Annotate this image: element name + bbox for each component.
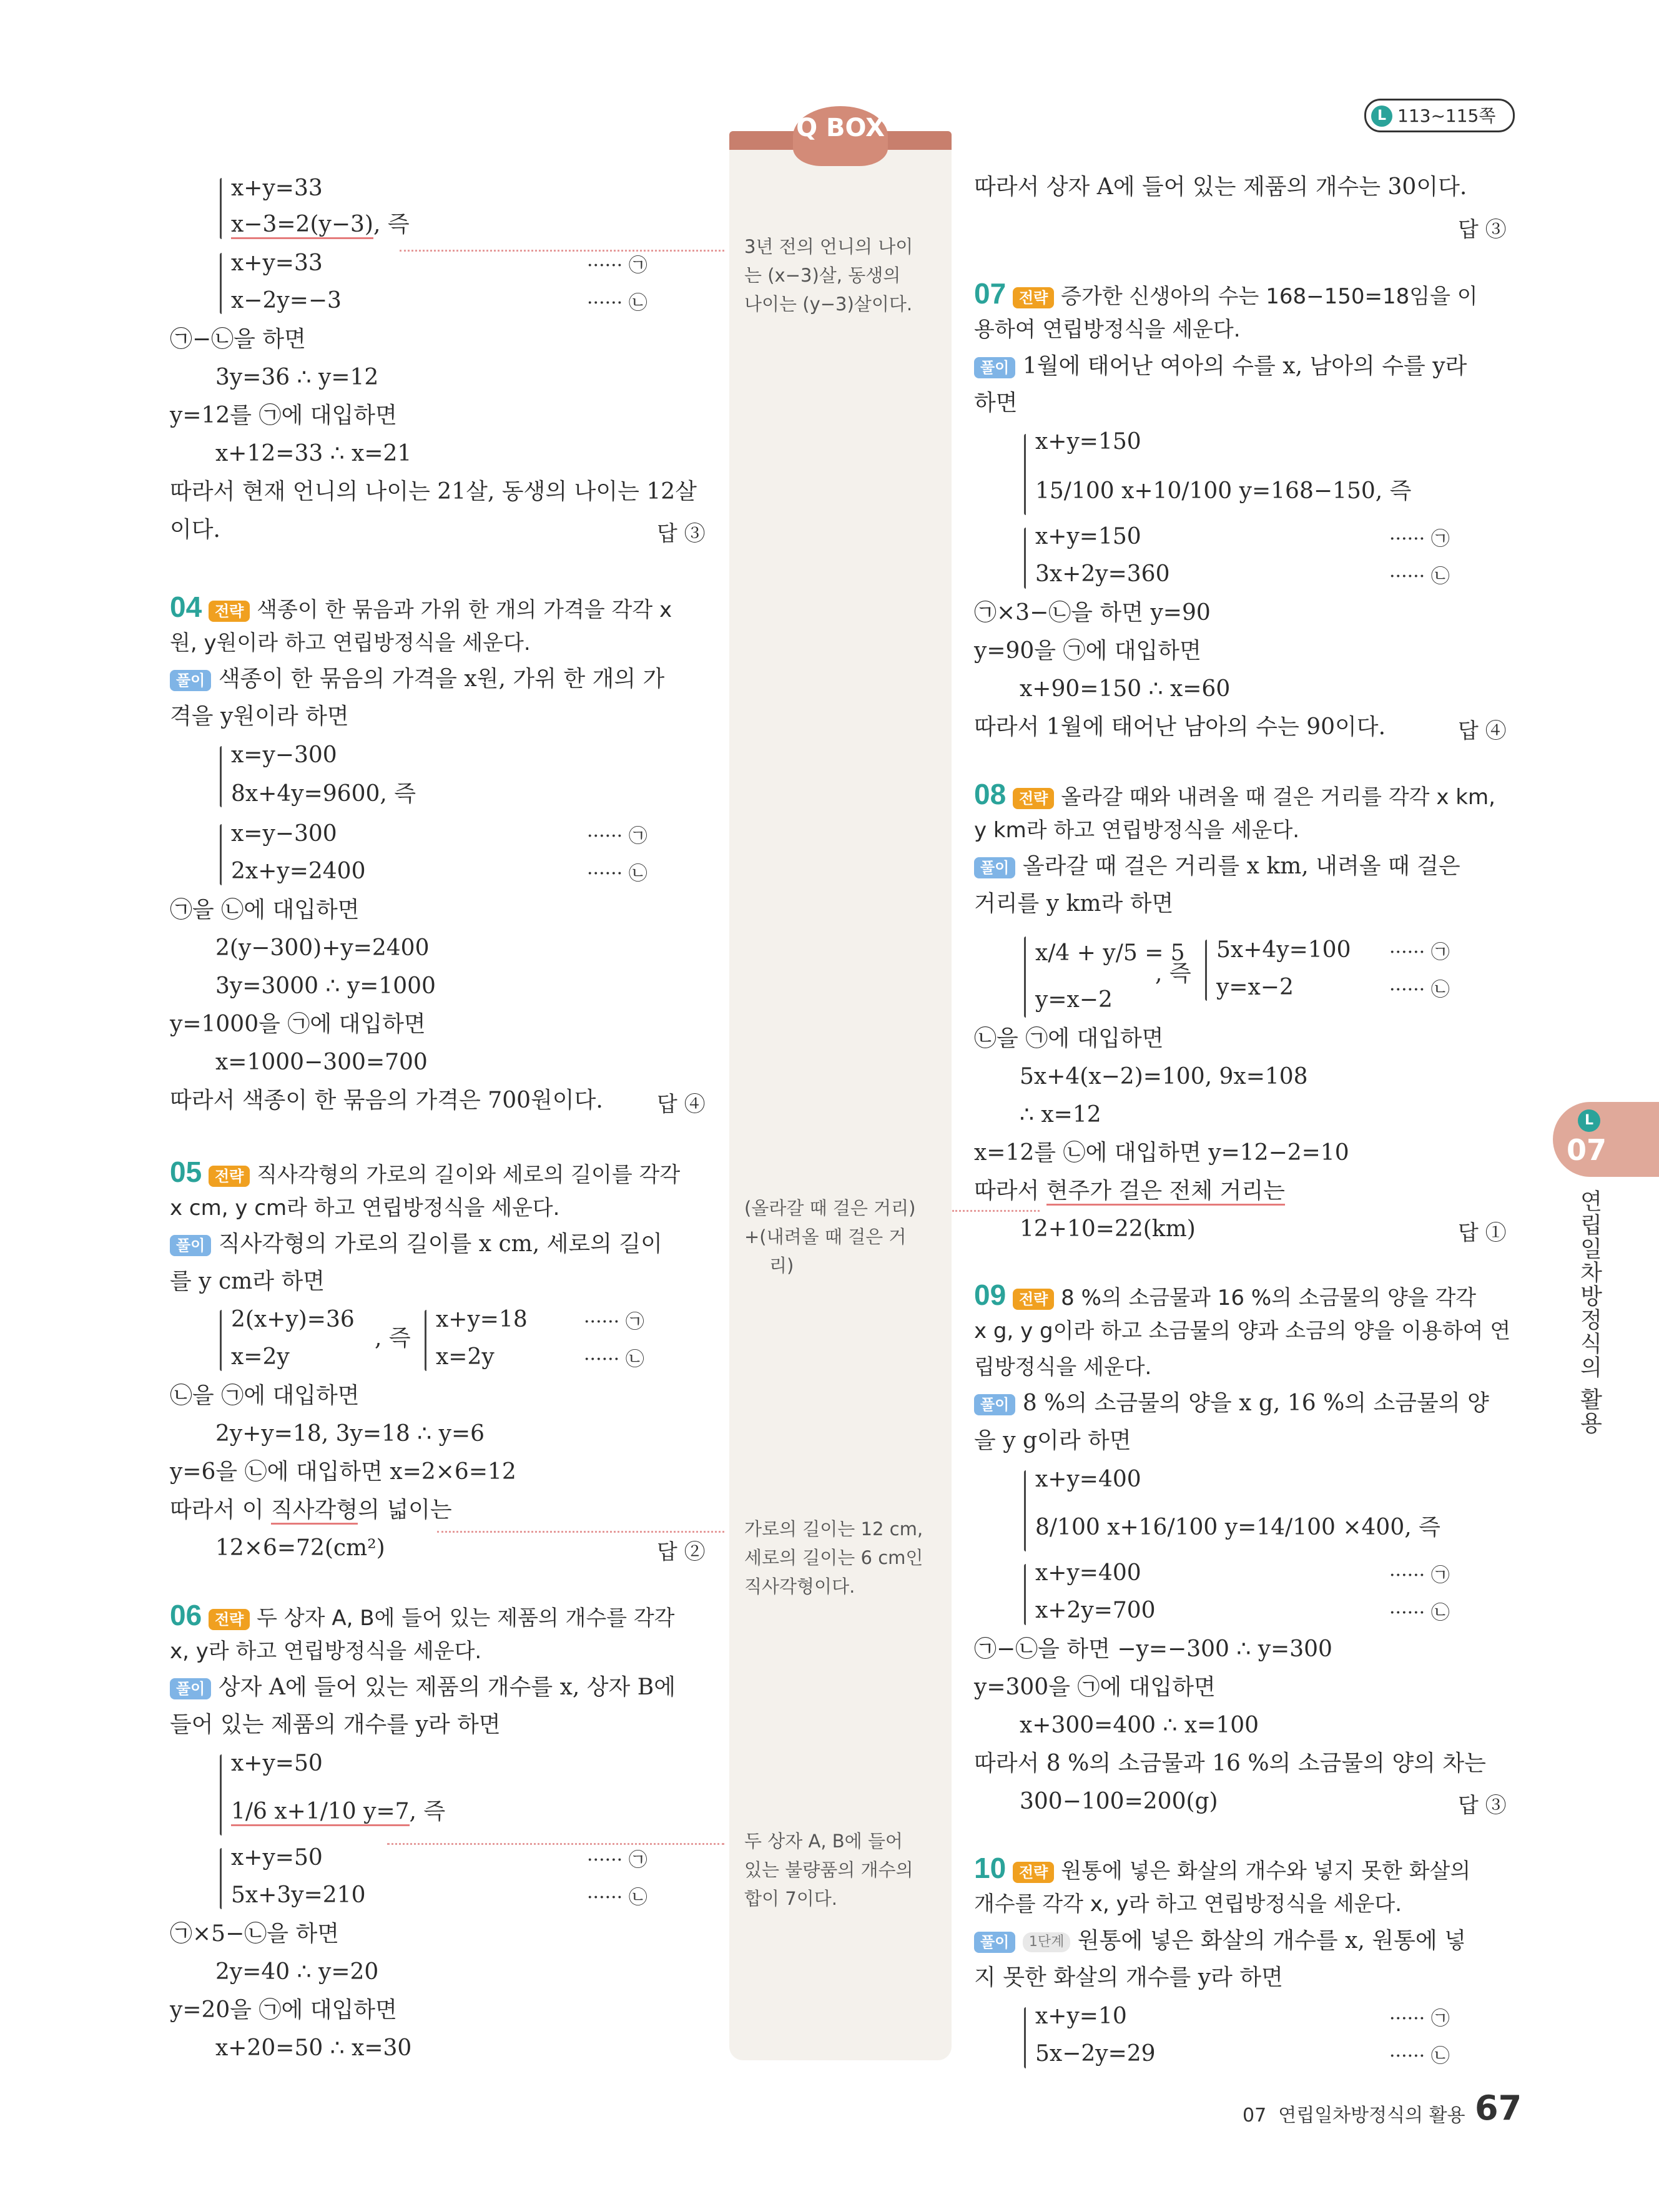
p06-eq3-tag: ······ ㉠	[587, 1849, 647, 1871]
p04-sol1: 색종이 한 묶음의 가격을 x원, 가위 한 개의 가	[218, 666, 665, 692]
p05-eq2: x=2y	[231, 1344, 290, 1370]
p09-eq4: x+2y=700	[1035, 1598, 1156, 1623]
p10-eq1: x+y=10	[1035, 2003, 1127, 2029]
p07-eq4-tag: ······ ㉡	[1389, 566, 1450, 587]
p06-text1: ㉠×5−㉡을 하면	[170, 1921, 340, 1947]
qbox-note1-line2: 는 (x−3)살, 동생의	[744, 265, 901, 286]
p08-strategy-badge: 전략	[1013, 788, 1054, 809]
p06-number: 06	[170, 1599, 202, 1631]
p09-sol2: 을 y g이라 하면	[974, 1428, 1131, 1453]
p03-text2: 3y=36 ∴ y=12	[215, 365, 379, 390]
p06-answer: 답 ③	[1458, 217, 1507, 242]
p08-answer: 답 ①	[1458, 1221, 1507, 1246]
p09-text5: 300−100=200(g)	[1020, 1789, 1218, 1814]
p04-text4: y=1000을 ㉠에 대입하면	[170, 1011, 426, 1037]
qbox-header	[729, 106, 952, 150]
p08-sol1: 올라갈 때 걸은 거리를 x km, 내려올 때 걸은	[1022, 853, 1460, 879]
p09-text4: 따라서 8 %의 소금물과 16 %의 소금물의 양의 차는	[974, 1751, 1486, 1776]
p06-solution-badge: 풀이	[170, 1678, 211, 1699]
p08-mid: , 즉	[1155, 961, 1191, 986]
p04-text2: 2(y−300)+y=2400	[215, 935, 430, 961]
page-ref-text: 113~115쪽	[1397, 106, 1496, 126]
p03-text6: 이다.	[170, 517, 220, 543]
p10-solution-badge: 풀이	[974, 1932, 1015, 1953]
p07-answer: 답 ④	[1458, 719, 1507, 744]
p07-eq4: 3x+2y=360	[1035, 561, 1170, 587]
qbox-note3-line3: 직사각형이다.	[744, 1576, 855, 1597]
qbox-note3-line1: 가로의 길이는 12 cm,	[744, 1518, 923, 1540]
p05-strategy-badge: 전략	[209, 1166, 250, 1187]
p08-eq3-tag: ······ ㉠	[1389, 941, 1450, 963]
p03-text3: y=12를 ㉠에 대입하면	[170, 403, 397, 428]
p10-eq1-tag: ······ ㉠	[1389, 2008, 1450, 2030]
p09-head3: 립방정식을 세운다.	[974, 1355, 1152, 1380]
p06-conclusion: 따라서 상자 A에 들어 있는 제품의 개수는 30이다.	[974, 174, 1467, 200]
p04-strategy-badge: 전략	[209, 601, 250, 622]
p04-eq3-tag: ······ ㉠	[587, 825, 647, 847]
p07-text1: ㉠×3−㉡을 하면 y=90	[974, 600, 1211, 626]
qbox-note1-line3: 나이는 (y−3)살이다.	[744, 293, 913, 315]
qbox-note1-line1: 3년 전의 언니의 나이	[744, 236, 913, 257]
p05-eq3: x+y=18	[436, 1307, 528, 1332]
p08-text6: 12+10=22(km)	[1020, 1216, 1196, 1242]
p10-head2: 개수를 각각 x, y라 하고 연립방정식을 세운다.	[974, 1892, 1402, 1917]
p09-sol1: 8 %의 소금물의 양을 x g, 16 %의 소금물의 양	[1022, 1390, 1489, 1416]
p09-eq1: x+y=400	[1035, 1467, 1141, 1492]
p04-eq1: x=y−300	[231, 742, 337, 768]
page-ref-icon: L	[1371, 106, 1392, 127]
p05-sol2: 를 y cm라 하면	[170, 1269, 325, 1294]
p08-eq4-tag: ······ ㉡	[1389, 979, 1450, 1001]
chapter-tab-icon: L	[1578, 1109, 1600, 1132]
p04-number: 04	[170, 591, 202, 623]
p07-head1: 증가한 신생아의 수는 168−150=18임을 이	[1061, 284, 1478, 309]
p04-eq4: 2x+y=2400	[231, 858, 366, 884]
qbox-column	[729, 134, 952, 2060]
p05-sol1: 직사각형의 가로의 길이를 x cm, 세로의 길이	[218, 1231, 662, 1257]
p04-solution-badge: 풀이	[170, 670, 211, 691]
p09-answer: 답 ③	[1458, 1793, 1507, 1818]
p07-eq1: x+y=150	[1035, 429, 1141, 455]
p06-text4: x+20=50 ∴ x=30	[215, 2035, 412, 2061]
p05-text4a: 따라서 이	[170, 1497, 271, 1523]
p09-strategy-badge: 전략	[1013, 1289, 1054, 1310]
p09-text3: x+300=400 ∴ x=100	[1020, 1713, 1259, 1738]
p03-eq3-tag: ······ ㉠	[587, 255, 647, 277]
p07-strategy-badge: 전략	[1013, 287, 1054, 308]
p10-sol1: 원통에 넣은 화살의 개수를 x, 원통에 넣	[1077, 1928, 1466, 1954]
p05-text2: 2y+y=18, 3y=18 ∴ y=6	[215, 1421, 485, 1447]
p08-text5a: 따라서	[974, 1178, 1046, 1204]
p07-eq3: x+y=150	[1035, 524, 1141, 549]
qbox-note2-line1: (올라갈 때 걸은 거리)	[744, 1197, 916, 1219]
qbox-note2-line3: 리)	[769, 1255, 794, 1276]
p06-text3: y=20을 ㉠에 대입하면	[170, 1997, 397, 2023]
p06-head1: 두 상자 A, B에 들어 있는 제품의 개수를 각각	[257, 1606, 675, 1631]
p06-eq2-suffix: , 즉	[409, 1799, 446, 1824]
p07-head2: 용하여 연립방정식을 세운다.	[974, 317, 1241, 342]
p03-text4: x+12=33 ∴ x=21	[215, 441, 412, 466]
p06-strategy-badge: 전략	[209, 1609, 250, 1630]
p05-answer: 답 ②	[657, 1540, 706, 1565]
qbox-label: Q BOX	[796, 114, 885, 142]
p08-text1: ㉡을 ㉠에 대입하면	[974, 1026, 1164, 1051]
p09-eq2: 8/100 x+16/100 y=14/100 ×400	[1035, 1515, 1405, 1540]
p10-eq2-tag: ······ ㉡	[1389, 2045, 1450, 2067]
p08-text4: x=12를 ㉡에 대입하면 y=12−2=10	[974, 1140, 1349, 1166]
p08-text5b: 현주가 걸은 전체 거리는	[1046, 1178, 1285, 1206]
p06-eq4-tag: ······ ㉡	[587, 1887, 647, 1909]
p08-eq3: 5x+4y=100	[1216, 937, 1351, 963]
p07-sol2: 하면	[974, 390, 1018, 416]
p06-sol1: 상자 A에 들어 있는 제품의 개수를 x, 상자 B에	[218, 1674, 676, 1700]
footer-chapter: 07 연립일차방정식의 활용	[1243, 2105, 1465, 2126]
p08-head1: 올라갈 때와 내려올 때 걸은 거리를 각각 x km,	[1061, 785, 1495, 810]
p03-text1: ㉠−㉡을 하면	[170, 327, 306, 352]
p03-eq4: x−2y=−3	[231, 288, 342, 313]
footer-page-number: 67	[1475, 2088, 1522, 2128]
p09-solution-badge: 풀이	[974, 1394, 1015, 1415]
p10-eq2: 5x−2y=29	[1035, 2041, 1156, 2067]
p05-eq4: x=2y	[436, 1344, 495, 1370]
p05-text5: 12×6=72(cm²)	[215, 1535, 385, 1561]
p03-answer: 답 ③	[657, 521, 706, 546]
p03-eq4-tag: ······ ㉡	[587, 292, 647, 314]
p04-eq3: x=y−300	[231, 821, 337, 847]
p10-head1: 원통에 넣은 화살의 개수와 넣지 못한 화살의	[1061, 1859, 1471, 1884]
page-ref-pill	[1364, 99, 1515, 132]
p04-head1: 색종이 한 묶음과 가위 한 개의 가격을 각각 x	[257, 597, 672, 622]
qbox-note4-line3: 합이 7이다.	[744, 1888, 837, 1909]
p06-eq2: 1/6 x+1/10 y=7	[231, 1799, 410, 1826]
p05-text4c: 의 넓이는	[358, 1497, 452, 1523]
qbox-note3-line2: 세로의 길이는 6 cm인	[744, 1547, 923, 1568]
chapter-side-tab	[1553, 1102, 1659, 1177]
p09-head2: x g, y g이라 하고 소금물의 양과 소금의 양을 이용하여 연	[974, 1319, 1511, 1344]
p07-eq2-suffix: , 즉	[1375, 478, 1412, 504]
p04-text3: 3y=3000 ∴ y=1000	[215, 973, 436, 999]
p06-head2: x, y라 하고 연립방정식을 세운다.	[170, 1639, 482, 1664]
p08-eq2: y=x−2	[1035, 987, 1113, 1013]
p10-number: 10	[974, 1852, 1007, 1884]
p08-eq4: y=x−2	[1216, 975, 1294, 1000]
p04-head2: 원, y원이라 하고 연립방정식을 세운다.	[170, 631, 531, 656]
p05-number: 05	[170, 1156, 202, 1188]
p05-head1: 직사각형의 가로의 길이와 세로의 길이를 각각	[257, 1163, 681, 1187]
p06-text2: 2y=40 ∴ y=20	[215, 1959, 379, 1985]
p05-text4b: 직사각형	[271, 1497, 358, 1525]
p09-eq3: x+y=400	[1035, 1560, 1141, 1586]
p08-head2: y km라 하고 연립방정식을 세운다.	[974, 818, 1300, 843]
p06-eq1: x+y=50	[231, 1751, 323, 1776]
p07-eq2: 15/100 x+10/100 y=168−150	[1035, 478, 1376, 504]
p04-sol2: 격을 y원이라 하면	[170, 704, 349, 729]
p10-sol2: 지 못한 화살의 개수를 y라 하면	[974, 1965, 1283, 1990]
p08-solution-badge: 풀이	[974, 857, 1015, 878]
p06-eq4: 5x+3y=210	[231, 1882, 366, 1908]
qbox-note4-line2: 있는 불량품의 개수의	[744, 1859, 913, 1880]
p03-eq2: x−3=2(y−3)	[231, 212, 373, 239]
p03-eq1: x+y=33	[231, 175, 323, 201]
p08-text2: 5x+4(x−2)=100, 9x=108	[1020, 1064, 1308, 1089]
p07-eq3-tag: ······ ㉠	[1389, 528, 1450, 550]
p08-text3: ∴ x=12	[1020, 1102, 1101, 1128]
p07-text2: y=90을 ㉠에 대입하면	[974, 638, 1201, 664]
p07-text3: x+90=150 ∴ x=60	[1020, 676, 1231, 702]
p07-number: 07	[974, 277, 1007, 310]
p05-eq4-tag: ······ ㉡	[584, 1349, 644, 1370]
p09-eq2-suffix: , 즉	[1404, 1515, 1440, 1540]
p05-solution-badge: 풀이	[170, 1235, 211, 1256]
p08-number: 08	[974, 778, 1007, 810]
p05-eq1: 2(x+y)=36	[231, 1307, 355, 1332]
p09-eq3-tag: ······ ㉠	[1389, 1565, 1450, 1586]
p03-eq3: x+y=33	[231, 250, 323, 276]
p05-text3: y=6을 ㉡에 대입하면 x=2×6=12	[170, 1459, 516, 1485]
p08-eq1: x/4 + y/5 = 5	[1035, 940, 1185, 966]
p04-text6: 따라서 색종이 한 묶음의 가격은 700원이다.	[170, 1088, 603, 1113]
p04-eq2: 8x+4y=9600	[231, 781, 380, 807]
qbox-note4-line1: 두 상자 A, B에 들어	[744, 1831, 903, 1852]
p04-eq4-tag: ······ ㉡	[587, 863, 647, 885]
p06-sol2: 들어 있는 제품의 개수를 y라 하면	[170, 1712, 501, 1738]
p05-text1: ㉡을 ㉠에 대입하면	[170, 1383, 360, 1408]
p07-solution-badge: 풀이	[974, 357, 1015, 378]
p09-text2: y=300을 ㉠에 대입하면	[974, 1674, 1216, 1700]
p05-head2: x cm, y cm라 하고 연립방정식을 세운다.	[170, 1196, 560, 1221]
chapter-side-title: 연립일차방정식의 활용	[1577, 1189, 1602, 1435]
p03-eq2-suffix: , 즉	[373, 212, 410, 237]
p10-strategy-badge: 전략	[1013, 1862, 1054, 1883]
p08-sol2: 거리를 y km라 하면	[974, 891, 1174, 917]
p09-head1: 8 %의 소금물과 16 %의 소금물의 양을 각각	[1061, 1285, 1477, 1310]
p10-step-badge: 1단계	[1023, 1932, 1071, 1952]
p04-eq2-suffix: , 즉	[380, 781, 416, 807]
p09-text1: ㉠−㉡을 하면 −y=−300 ∴ y=300	[974, 1636, 1332, 1662]
p03-text5: 따라서 현재 언니의 나이는 21살, 동생의 나이는 12살	[170, 479, 697, 504]
p07-sol1: 1월에 태어난 여아의 수를 x, 남아의 수를 y라	[1022, 353, 1467, 379]
p07-text4: 따라서 1월에 태어난 남아의 수는 90이다.	[974, 714, 1386, 740]
p09-eq4-tag: ······ ㉡	[1389, 1602, 1450, 1624]
p04-answer: 답 ④	[657, 1092, 706, 1117]
p05-eq3-tag: ······ ㉠	[584, 1311, 644, 1333]
chapter-tab-num: 07	[1567, 1133, 1607, 1167]
qbox-note2-line2: +(내려올 때 걸은 거	[744, 1226, 907, 1247]
p04-text1: ㉠을 ㉡에 대입하면	[170, 897, 360, 923]
p09-number: 09	[974, 1279, 1007, 1311]
p04-text5: x=1000−300=700	[215, 1049, 428, 1075]
p05-mid: , 즉	[375, 1325, 411, 1351]
p06-eq3: x+y=50	[231, 1845, 323, 1870]
